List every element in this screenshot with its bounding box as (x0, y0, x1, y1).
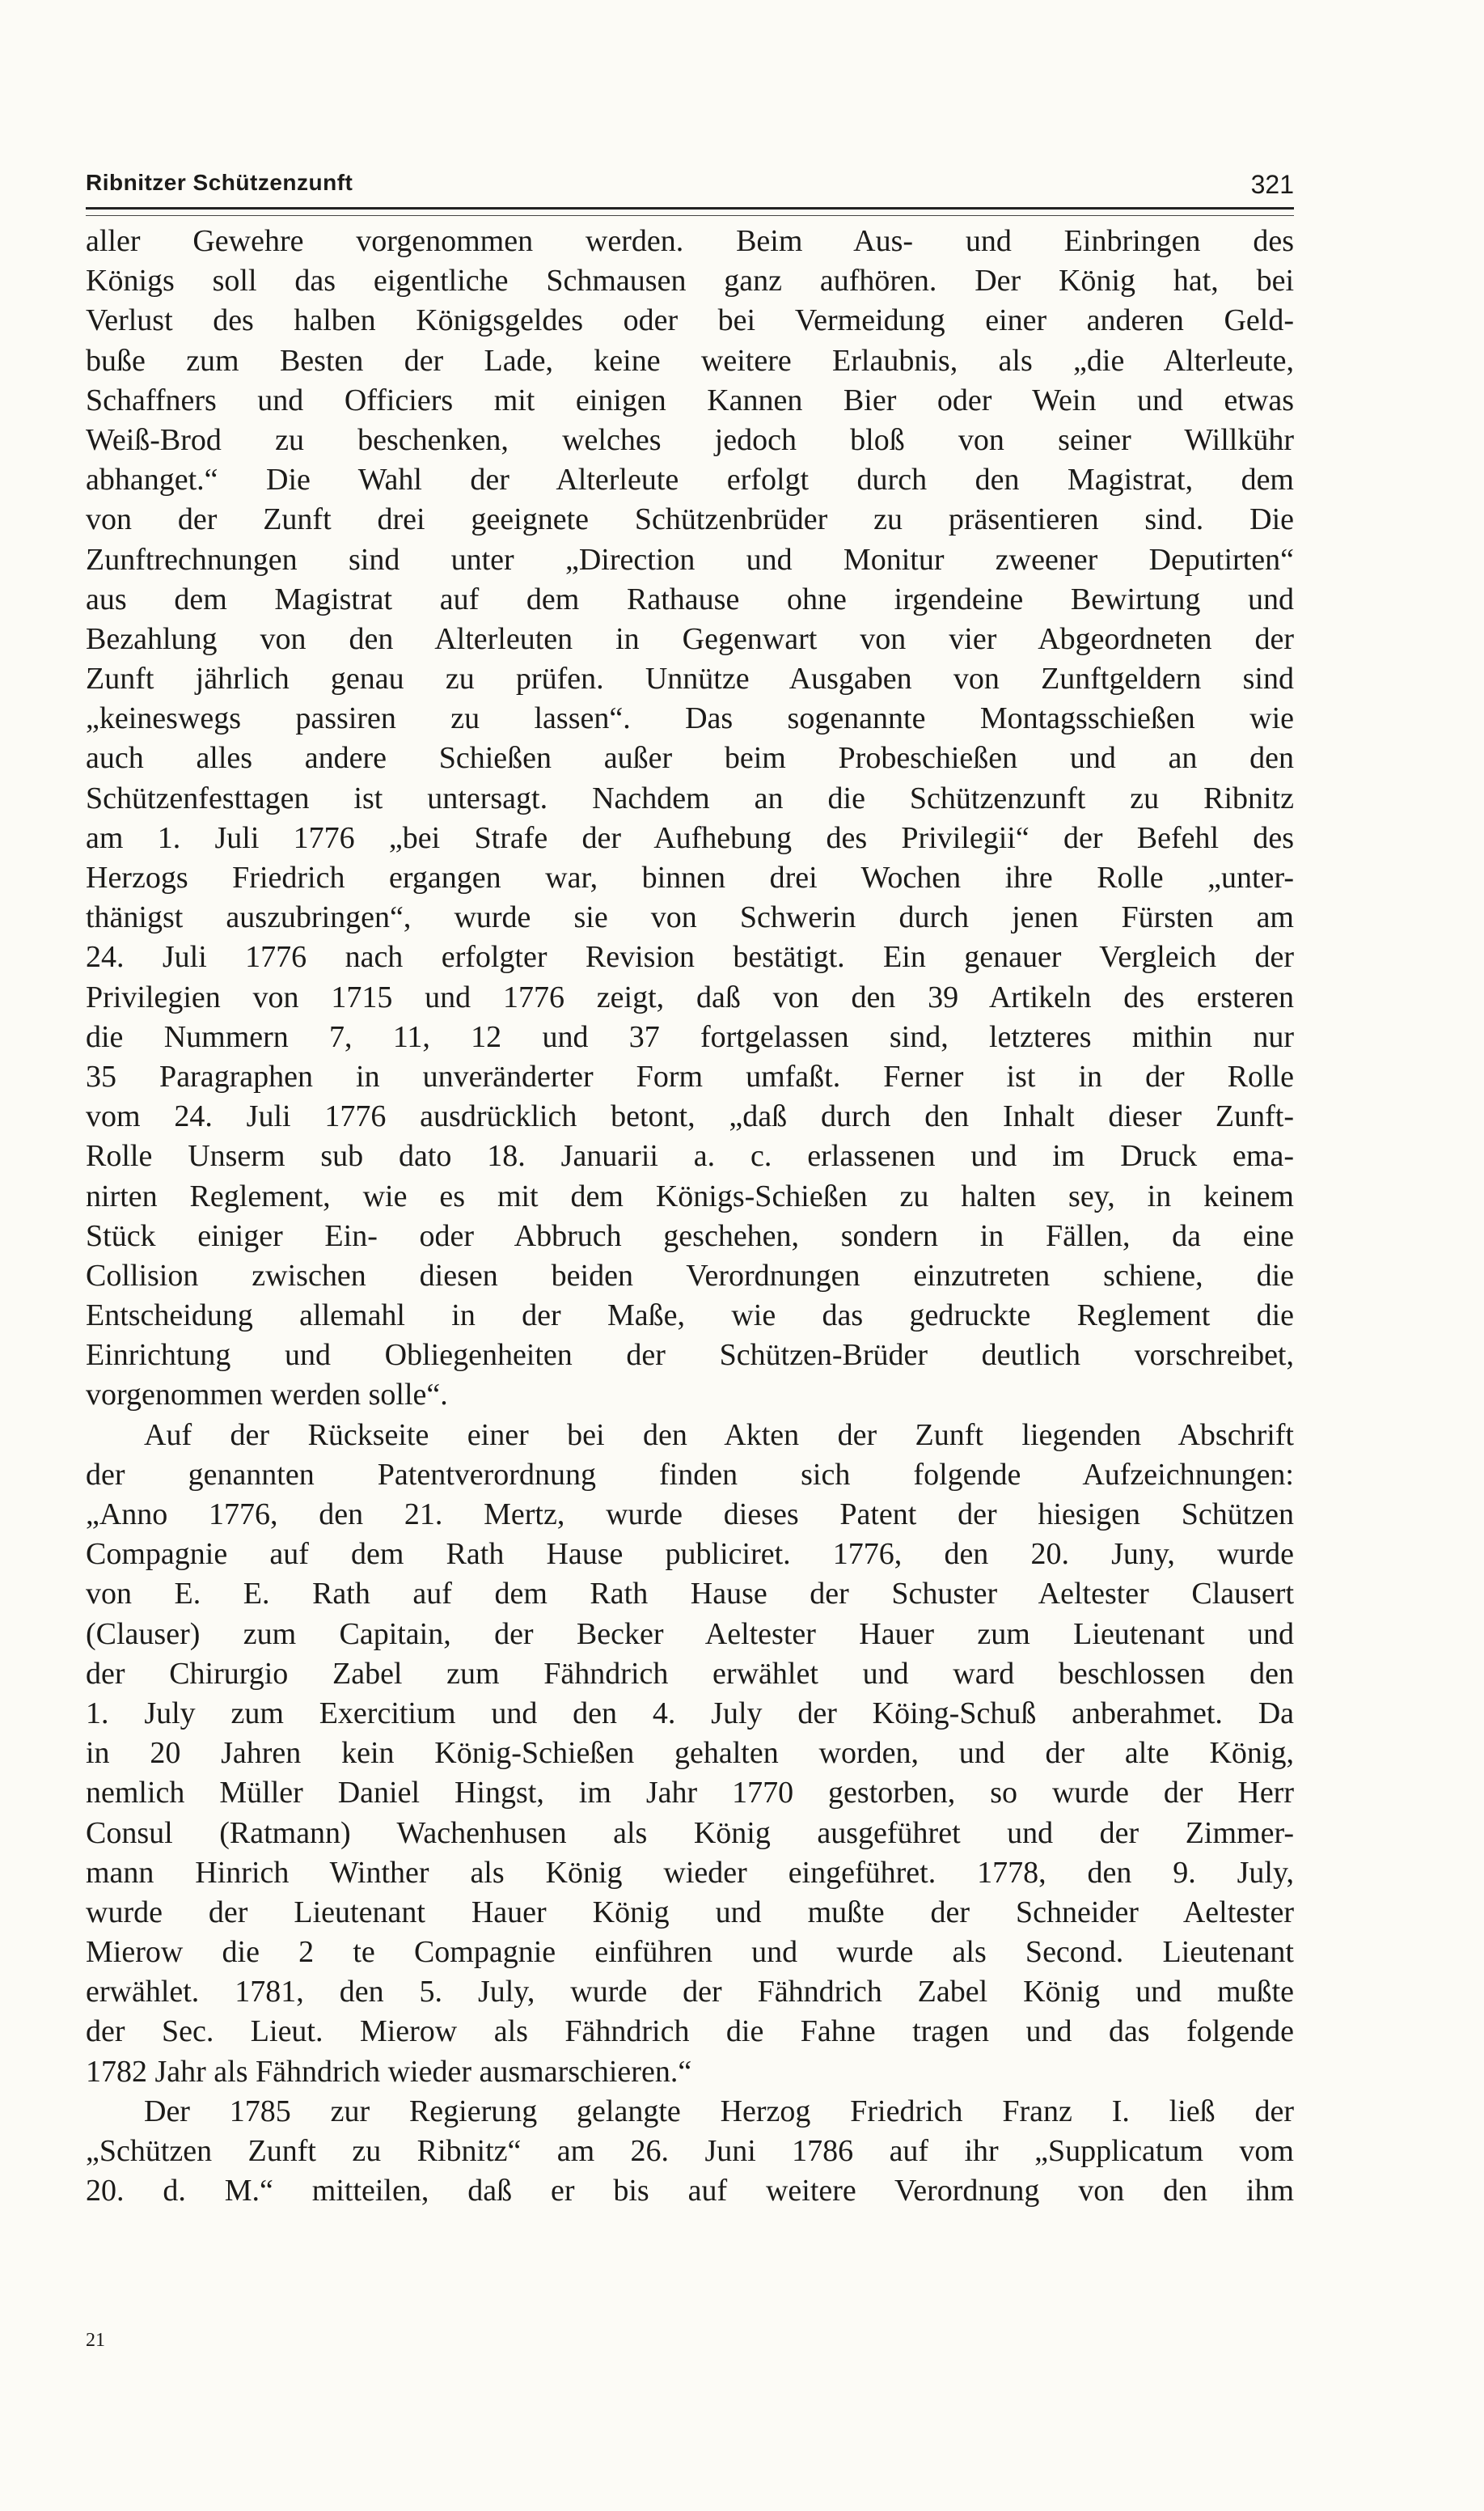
text-line: wurde der Lieutenant Hauer König und mußte der Schneider Aeltester (86, 1895, 1294, 1929)
text-line: vorgenommen werden solle“. (86, 1378, 448, 1412)
text-line: 20. d. M.“ mitteilen, daß er bis auf weitere Verordnung von den ihm (86, 2174, 1294, 2208)
text-line: 24. Juli 1776 nach erfolgter Revision bestätigt. Ein genauer Vergleich der (86, 940, 1294, 975)
body-text (86, 222, 1294, 2211)
text-line: „Schützen Zunft zu Ribnitz“ am 26. Juni 1786 auf ihr „Supplicatum vom (86, 2134, 1294, 2168)
text-line: in 20 Jahren kein König-Schießen gehalten worden, und der alte König, (86, 1736, 1294, 1771)
page-number: 321 (1250, 170, 1294, 199)
text-line: buße zum Besten der Lade, keine weitere Erlaubnis, als „die Alterleute, (86, 343, 1294, 378)
header-rule-thick (86, 207, 1294, 210)
text-line: am 1. Juli 1776 „bei Strafe der Aufhebung des Privilegii“ der Befehl des (86, 820, 1294, 855)
text-line: Entscheidung allemahl in der Maße, wie das gedruckte Reglement die (86, 1298, 1294, 1333)
text-line: Zunft jährlich genau zu prüfen. Unnütze Ausgaben von Zunftgeldern sind (86, 662, 1294, 697)
text-line: Schaffners und Officiers mit einigen Kannen Bier oder Wein und etwas (86, 383, 1294, 417)
text-line: die Nummern 7, 11, 12 und 37 fortgelassen sind, letzteres mithin nur (86, 1019, 1294, 1054)
text-line: der genannten Patentverordnung finden sich folgende Aufzeichnungen: (86, 1457, 1294, 1492)
running-header (86, 167, 1294, 205)
text-line: vom 24. Juli 1776 ausdrücklich betont, „daß durch den Inhalt dieser Zunft- (86, 1099, 1294, 1134)
text-line: Rolle Unserm sub dato 18. Januarii a. c. erlassenen und im Druck ema- (86, 1139, 1294, 1174)
text-line: Compagnie auf dem Rath Hause publiciret. 1776, den 20. Juny, wurde (86, 1537, 1294, 1572)
text-line: Consul (Ratmann) Wachenhusen als König ausgeführet und der Zimmer- (86, 1815, 1294, 1850)
text-line: mann Hinrich Winther als König wieder eingeführet. 1778, den 9. July, (86, 1855, 1294, 1890)
text-line: 35 Paragraphen in unveränderter Form umfaßt. Ferner ist in der Rolle (86, 1059, 1294, 1094)
text-line: der Sec. Lieut. Mierow als Fähndrich die Fahne tragen und das folgende (86, 2014, 1294, 2049)
text-line: Zunftrechnungen sind unter „Direction und Monitur zweener Deputirten“ (86, 542, 1294, 577)
text-line: Weiß-Brod zu beschenken, welches jedoch bloß von seiner Willkühr (86, 422, 1294, 457)
text-line: Auf der Rückseite einer bei den Akten der Zunft liegenden Abschrift (144, 1417, 1294, 1452)
text-line: (Clauser) zum Capitain, der Becker Aeltester Hauer zum Lieutenant und (86, 1616, 1294, 1651)
running-title: Ribnitzer Schützenzunft (86, 170, 353, 195)
text-line: erwählet. 1781, den 5. July, wurde der Fähndrich Zabel König und mußte (86, 1975, 1294, 2009)
text-line: abhanget.“ Die Wahl der Alterleute erfolgt durch den Magistrat, dem (86, 463, 1294, 498)
text-line: Schützenfesttagen ist untersagt. Nachdem an die Schützenzunft zu Ribnitz (86, 781, 1294, 815)
text-line: von der Zunft drei geeignete Schützenbrüder zu präsentieren sind. Die (86, 502, 1294, 537)
text-line: auch alles andere Schießen außer beim Probeschießen und an den (86, 741, 1294, 776)
text-line: Privilegien von 1715 und 1776 zeigt, daß von den 39 Artikeln des ersteren (86, 980, 1294, 1014)
text-line: von E. E. Rath auf dem Rath Hause der Schuster Aeltester Clausert (86, 1577, 1294, 1611)
text-line: aus dem Magistrat auf dem Rathause ohne irgendeine Bewirtung und (86, 582, 1294, 616)
text-line: Der 1785 zur Regierung gelangte Herzog Friedrich Franz I. ließ der (144, 2094, 1294, 2128)
text-line: Königs soll das eigentliche Schmausen ganz aufhören. Der König hat, bei (86, 264, 1294, 299)
text-line: nirten Reglement, wie es mit dem Königs-Schießen zu halten sey, in keinem (86, 1179, 1294, 1213)
text-line: „keineswegs passiren zu lassen“. Das sogenannte Montagsschießen wie (86, 701, 1294, 736)
text-line: Verlust des halben Königsgeldes oder bei Vermeidung einer anderen Geld- (86, 303, 1294, 338)
text-line: aller Gewehre vorgenommen werden. Beim Aus- und Einbringen des (86, 224, 1294, 258)
header-rule-thin (86, 215, 1294, 216)
text-line: Herzogs Friedrich ergangen war, binnen drei Wochen ihre Rolle „unter- (86, 861, 1294, 895)
text-line: Mierow die 2 te Compagnie einführen und wurde als Second. Lieutenant (86, 1935, 1294, 1970)
text-line: Stück einiger Ein- oder Abbruch geschehen, sondern in Fällen, da eine (86, 1218, 1294, 1253)
text-line: „Anno 1776, den 21. Mertz, wurde dieses Patent der hiesigen Schützen (86, 1497, 1294, 1531)
text-line: thänigst auszubringen“, wurde sie von Schwerin durch jenen Fürsten am (86, 900, 1294, 935)
signature-mark: 21 (86, 2330, 105, 2351)
text-line: Einrichtung und Obliegenheiten der Schützen-Brüder deutlich vorschreibet, (86, 1338, 1294, 1373)
text-line: 1. July zum Exercitium und den 4. July der Köing-Schuß anberahmet. Da (86, 1696, 1294, 1730)
text-line: der Chirurgio Zabel zum Fähndrich erwählet und ward beschlossen den (86, 1656, 1294, 1691)
text-line: nemlich Müller Daniel Hingst, im Jahr 1770 gestorben, so wurde der Herr (86, 1776, 1294, 1810)
text-line: Collision zwischen diesen beiden Verordnungen einzutreten schiene, die (86, 1258, 1294, 1293)
text-line: Bezahlung von den Alterleuten in Gegenwart von vier Abgeordneten der (86, 621, 1294, 656)
text-line: 1782 Jahr als Fähndrich wieder ausmarschieren.“ (86, 2054, 692, 2089)
